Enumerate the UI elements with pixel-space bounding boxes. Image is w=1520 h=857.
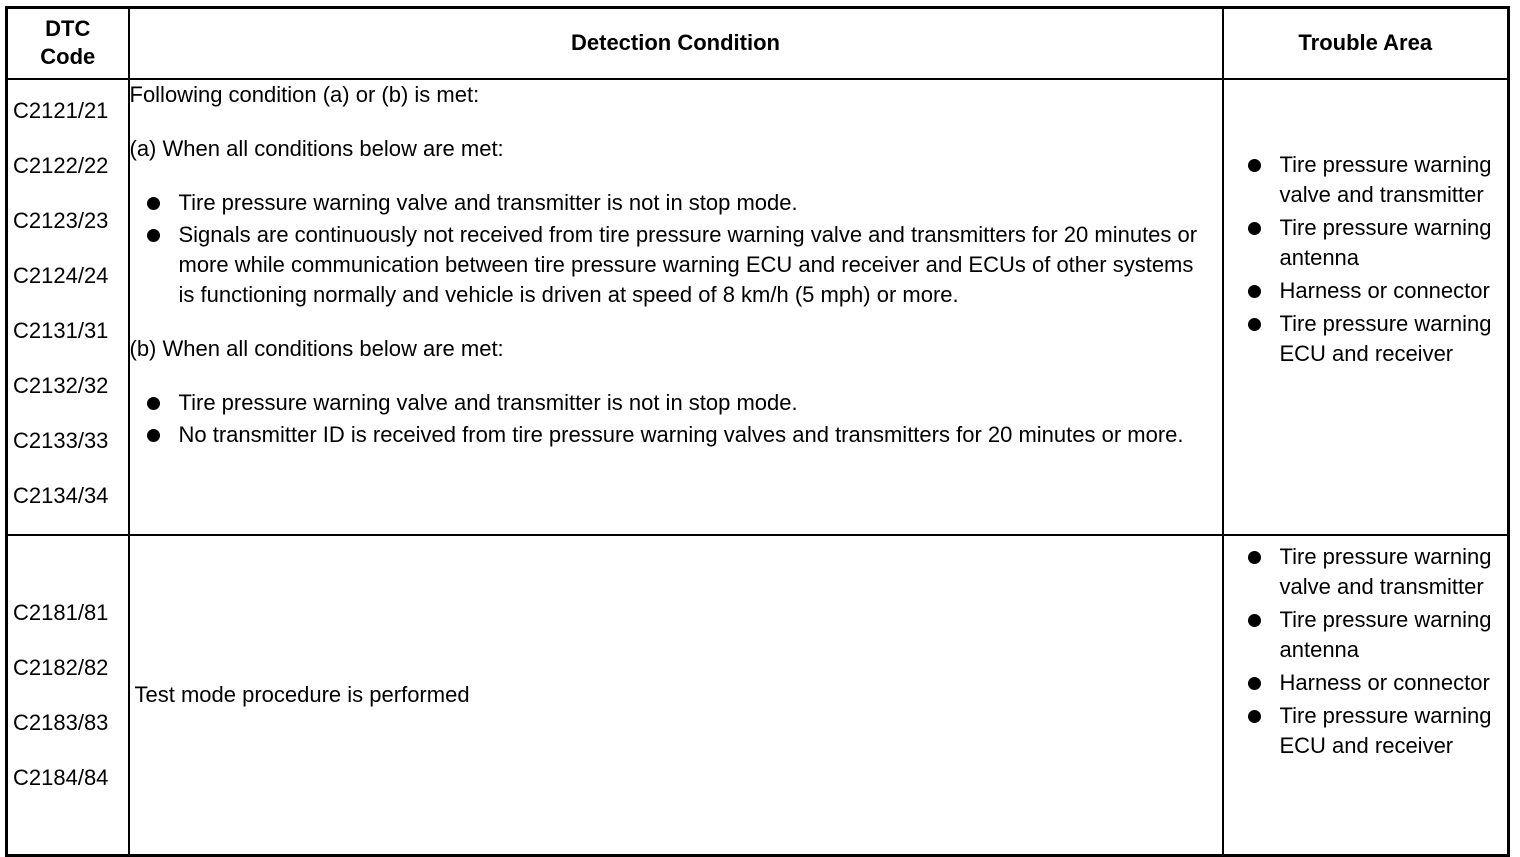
dtc-code: C2182/82 — [13, 654, 109, 680]
list-item — [130, 220, 1222, 310]
trouble-area-text: Harness or connector — [1279, 669, 1490, 695]
list-item — [1224, 213, 1508, 273]
dtc-code: C2122/22 — [13, 152, 109, 178]
condition-b-list — [130, 388, 1222, 450]
bullet-icon — [1248, 159, 1261, 172]
code-cell — [7, 535, 129, 856]
condition-a-heading: (a) When all conditions below are met: — [129, 135, 504, 161]
list-item — [130, 420, 1222, 450]
condition-cell — [129, 535, 1223, 856]
bullet-icon — [147, 429, 160, 442]
header-dtc-code — [7, 8, 129, 79]
list-item — [1224, 605, 1508, 665]
dtc-table — [5, 6, 1510, 857]
condition-intro: Following condition (a) or (b) is met: — [129, 81, 480, 107]
list-item — [1224, 309, 1508, 369]
trouble-area-cell — [1223, 535, 1509, 856]
list-item-text: No transmitter ID is received from tire pressure warning valves and transmitters for 20 minutes or more. — [178, 421, 1184, 447]
trouble-area-text: Tire pressure warning ECU and receiver — [1279, 310, 1492, 366]
bullet-icon — [147, 229, 160, 242]
bullet-icon — [147, 397, 160, 410]
header-dtc-code-line2: Code — [40, 44, 96, 70]
dtc-code: C2134/34 — [13, 482, 109, 508]
list-item — [130, 188, 1222, 218]
list-item — [1224, 668, 1508, 698]
list-item-text: Tire pressure warning valve and transmitter is not in stop mode. — [178, 389, 798, 415]
header-detection-condition: Detection Condition — [129, 8, 1223, 79]
header-trouble-area: Trouble Area — [1223, 8, 1509, 79]
dtc-code: C2184/84 — [13, 764, 109, 790]
table-row — [7, 79, 1509, 535]
trouble-area-text: Tire pressure warning valve and transmitter — [1279, 151, 1492, 207]
dtc-code: C2132/32 — [13, 372, 109, 398]
bullet-icon — [1248, 222, 1261, 235]
dtc-code: C2123/23 — [13, 207, 109, 233]
bullet-icon — [1248, 710, 1261, 723]
list-item-text: Signals are continuously not received from tire pressure warning valve and transmitters for 20 minutes or more while communication between tire pressure warning ECU and receiver and ECUs of other systems is functioning normally and vehicle is driven at speed of 8 km/h (5 mph) or more. — [178, 221, 1198, 307]
header-dtc-code-line1: DTC — [45, 16, 91, 42]
list-item — [130, 388, 1222, 418]
list-item — [1224, 701, 1508, 761]
trouble-area-text: Tire pressure warning ECU and receiver — [1279, 702, 1492, 758]
trouble-area-list — [1224, 542, 1508, 761]
dtc-code: C2131/31 — [13, 317, 109, 343]
dtc-code: C2121/21 — [13, 97, 109, 123]
trouble-area-list — [1224, 150, 1508, 369]
list-item — [1224, 276, 1508, 306]
code-list — [8, 80, 128, 534]
condition-a-list — [130, 188, 1222, 310]
bullet-icon — [147, 197, 160, 210]
dtc-code: C2124/24 — [13, 262, 109, 288]
trouble-area-text: Tire pressure warning valve and transmitter — [1279, 543, 1492, 599]
trouble-area-cell — [1223, 79, 1509, 535]
code-cell — [7, 79, 129, 535]
code-list — [8, 536, 128, 816]
bullet-icon — [1248, 318, 1261, 331]
trouble-area-text: Harness or connector — [1279, 277, 1490, 303]
dtc-code: C2181/81 — [13, 599, 109, 625]
trouble-area-text: Tire pressure warning antenna — [1279, 606, 1492, 662]
list-item-text: Tire pressure warning valve and transmitter is not in stop mode. — [178, 189, 798, 215]
list-item — [1224, 542, 1508, 602]
table-header-row — [7, 8, 1509, 79]
bullet-icon — [1248, 677, 1261, 690]
condition-b-heading: (b) When all conditions below are met: — [129, 335, 504, 361]
condition-cell — [129, 79, 1223, 535]
dtc-code: C2183/83 — [13, 709, 109, 735]
condition-text: Test mode procedure is performed — [134, 681, 470, 707]
bullet-icon — [1248, 551, 1261, 564]
bullet-icon — [1248, 285, 1261, 298]
table-row — [7, 535, 1509, 856]
bullet-icon — [1248, 614, 1261, 627]
trouble-area-text: Tire pressure warning antenna — [1279, 214, 1492, 270]
dtc-code: C2133/33 — [13, 427, 109, 453]
list-item — [1224, 150, 1508, 210]
